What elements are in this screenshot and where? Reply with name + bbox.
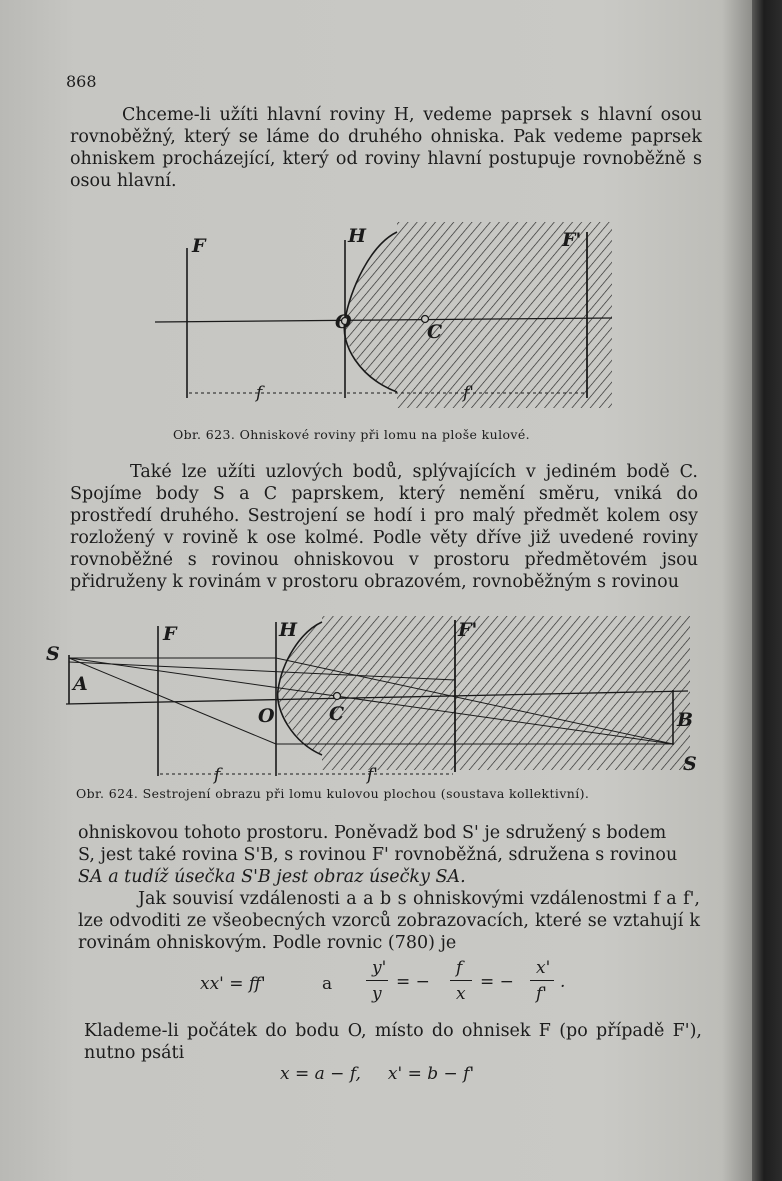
fig1-label-F: F <box>192 235 206 257</box>
fig2-label-S-prime: S <box>683 753 697 775</box>
eq1-frac3-num: x' <box>536 958 551 978</box>
fig1-label-H: H <box>348 225 366 247</box>
eq1-left: xx' = ff' <box>200 974 266 994</box>
eq1-frac1-den: y <box>372 984 382 1004</box>
fig2-label-F-prime: F' <box>458 619 478 641</box>
fig1-label-f-prime: f' <box>463 383 474 403</box>
para3-line3: SA a tudíž úsečka S'B jest obraz úsečky SA. <box>78 867 466 887</box>
fig1-label-O: O <box>335 311 352 333</box>
intro-paragraph: Chceme-li užíti hlavní roviny H, vedeme paprsek s hlavní osou rovnoběžný, který se láme do druhého ohniska. Pak vedeme paprsek ohniskem procházející, který od roviny hlavní postupuje rovnoběžně s osou hlavní. <box>70 105 702 191</box>
para5: Klademe-li počátek do bodu O, místo do ohnisek F (po případě F'), nutno psáti <box>84 1021 702 1063</box>
fig2-label-f-prime: f' <box>367 765 378 785</box>
equation-1 <box>200 958 620 1008</box>
fig1-label-F-prime: F' <box>562 229 582 251</box>
fig2-label-C: C <box>329 703 345 725</box>
middle-paragraph: Také lze užíti uzlových bodů, splývajících v jediném bodě C. Spojíme body S a C paprskem, který nemění směru, vniká do prostředí druhého. Sestrojení se hodí i pro malý předmět kolem osy rozložený v rovině k ose kolmé. Podle věty dříve již uvedené roviny rovnoběžné s rovinou ohniskovou v prostoru předmětovém jsou přidruženy k rovinám v prostoru obrazovém, rovnoběžným s rovinou <box>70 462 698 592</box>
fig2-label-f: f <box>214 765 221 785</box>
para4: Jak souvisí vzdálenosti a a b s ohniskovými vzdálenostmi f a f', lze odvoditi ze všeobecných vzorců zobrazovacích, které se vztahují k rovinám ohniskovým. Podle rovnic (780) je <box>78 889 700 953</box>
eq1-conj: a <box>322 974 333 994</box>
eq1-frac1-num: y' <box>372 958 387 978</box>
para3-line2: S, jest také rovina S'B, s rovinou F' rovnoběžná, sdružena s rovinou <box>78 845 678 865</box>
eq1-frac1-bar <box>366 980 388 981</box>
para3-line1: ohniskovou tohoto prostoru. Poněvadž bod S' je sdružený s bodem <box>78 823 667 843</box>
fig2-label-F: F <box>163 623 177 645</box>
fig2-label-H: H <box>279 619 297 641</box>
page-number: 868 <box>66 72 97 91</box>
fig2-label-O: O <box>258 705 275 727</box>
fig2-label-A: A <box>73 673 88 695</box>
fig1-label-f: f <box>256 383 263 403</box>
eq1-eq2: = − <box>480 972 514 992</box>
ray-through-F <box>69 658 276 744</box>
fig2-label-S: S <box>46 643 60 665</box>
eq1-frac2-den: x <box>456 984 466 1004</box>
eq1-eq1: = − <box>396 972 430 992</box>
figure-624-caption: Obr. 624. Sestrojení obrazu při lomu kulovou plochou (soustava kollektivní). <box>76 786 590 801</box>
eq1-end: . <box>560 972 566 992</box>
equation-2: x = a − f, x' = b − f' <box>280 1064 475 1084</box>
eq1-frac2-num: f <box>456 958 463 978</box>
eq1-frac3-den: f' <box>536 984 547 1004</box>
figure-623-caption: Obr. 623. Ohniskové roviny při lomu na ploše kulové. <box>173 427 531 442</box>
fig2-label-B: B <box>677 709 694 731</box>
fig1-label-C: C <box>427 321 443 343</box>
center-point-C-2 <box>334 693 341 700</box>
eq1-frac3-bar <box>530 980 554 981</box>
eq1-frac2-bar <box>450 980 472 981</box>
